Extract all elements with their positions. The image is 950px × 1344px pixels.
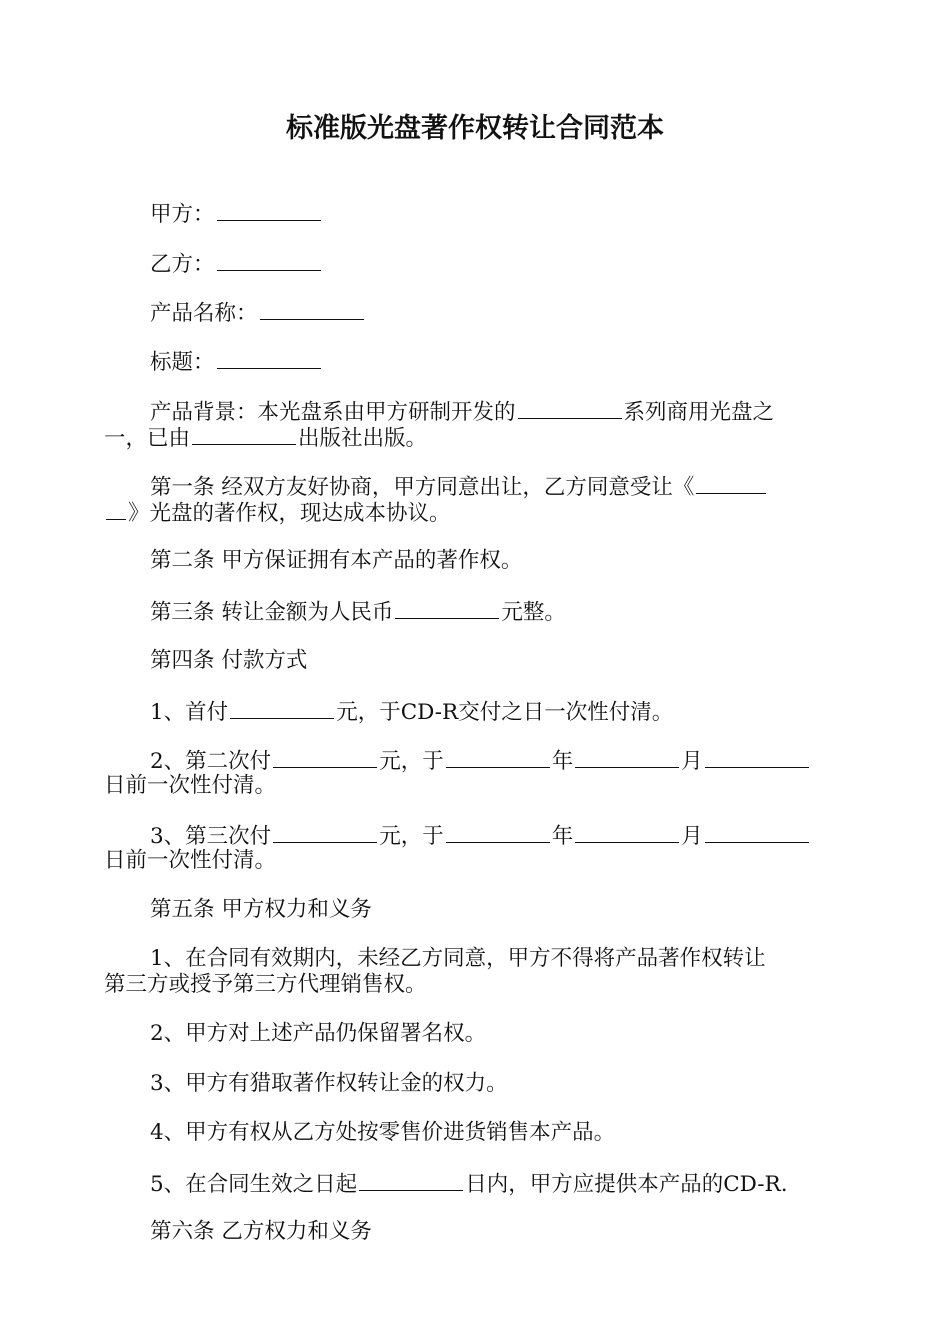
article-5-item-2: 2、甲方对上述产品仍保留署名权。 bbox=[150, 1021, 487, 1046]
payment-3-text-c: 年 bbox=[551, 824, 574, 849]
party-b-blank[interactable] bbox=[217, 250, 321, 271]
publisher-blank[interactable] bbox=[192, 424, 296, 445]
disc-title-blank-a[interactable] bbox=[696, 473, 766, 494]
amount-blank[interactable] bbox=[395, 598, 499, 619]
payment-2-amount-blank[interactable] bbox=[273, 747, 377, 768]
product-name-label: 产品名称： bbox=[150, 301, 258, 326]
payment-2-text-b: 元，于 bbox=[379, 749, 444, 774]
party-a-line bbox=[150, 200, 323, 228]
product-name-blank[interactable] bbox=[260, 299, 364, 320]
article-1-text-2: 》光盘的著作权，现达成本协议。 bbox=[128, 501, 451, 526]
article-5-item-5-text-b: 日内，甲方应提供本产品的CD-R. bbox=[465, 1172, 788, 1197]
series-blank[interactable] bbox=[518, 398, 622, 419]
payment-3-text-a: 3、第三次付 bbox=[150, 824, 272, 849]
disc-title-blank-b[interactable] bbox=[106, 499, 126, 520]
article-2: 第二条 甲方保证拥有本产品的著作权。 bbox=[150, 548, 523, 573]
background-text-1a: 产品背景：本光盘系由甲方研制开发的 bbox=[150, 400, 516, 425]
party-a-label: 甲方： bbox=[150, 202, 215, 227]
article-1-line-2 bbox=[104, 499, 451, 527]
document-title: 标准版光盘著作权转让合同范本 bbox=[286, 113, 664, 144]
payment-1-text-a: 1、首付 bbox=[150, 700, 229, 725]
payment-2-line-2: 日前一次性付清。 bbox=[104, 773, 277, 798]
background-text-2a: 一，已由 bbox=[104, 426, 191, 451]
background-line-2 bbox=[104, 424, 427, 452]
payment-3-year-blank[interactable] bbox=[446, 822, 550, 843]
article-5-item-4: 4、甲方有权从乙方处按零售价进货销售本产品。 bbox=[150, 1120, 616, 1145]
subject-line bbox=[150, 348, 323, 376]
article-3-text-b: 元整。 bbox=[501, 600, 566, 625]
party-a-blank[interactable] bbox=[217, 200, 321, 221]
party-b-label: 乙方： bbox=[150, 252, 215, 277]
article-4-heading: 第四条 付款方式 bbox=[150, 648, 308, 673]
background-line-1 bbox=[150, 398, 774, 426]
party-b-line bbox=[150, 250, 323, 278]
days-blank[interactable] bbox=[359, 1170, 463, 1191]
article-3 bbox=[150, 598, 566, 626]
article-5-item-1-line-2: 第三方或授予第三方代理销售权。 bbox=[104, 972, 427, 997]
payment-2-year-blank[interactable] bbox=[446, 747, 550, 768]
subject-blank[interactable] bbox=[217, 348, 321, 369]
product-name-line bbox=[150, 299, 366, 327]
payment-2-text-d: 月 bbox=[681, 749, 703, 774]
background-text-2b: 出版社出版。 bbox=[298, 426, 428, 451]
payment-3-text-b: 元，于 bbox=[379, 824, 444, 849]
payment-3-line-2: 日前一次性付清。 bbox=[104, 848, 277, 873]
payment-1 bbox=[150, 698, 673, 726]
payment-3-line-1 bbox=[150, 822, 811, 850]
payment-1-text-b: 元，于CD-R交付之日一次性付清。 bbox=[336, 700, 674, 725]
payment-3-amount-blank[interactable] bbox=[273, 822, 377, 843]
article-3-text-a: 第三条 转让金额为人民币 bbox=[150, 600, 394, 625]
background-text-1b: 系列商用光盘之 bbox=[623, 400, 775, 425]
payment-3-day-blank[interactable] bbox=[705, 822, 809, 843]
payment-2-line-1 bbox=[150, 747, 811, 775]
payment-2-month-blank[interactable] bbox=[575, 747, 679, 768]
article-5-item-3: 3、甲方有猎取著作权转让金的权力。 bbox=[150, 1071, 508, 1096]
payment-3-month-blank[interactable] bbox=[575, 822, 679, 843]
payment-3-text-d: 月 bbox=[681, 824, 703, 849]
article-5-item-1-line-1: 1、在合同有效期内，未经乙方同意，甲方不得将产品著作权转让 bbox=[150, 946, 766, 971]
payment-2-text-c: 年 bbox=[551, 749, 574, 774]
payment-2-day-blank[interactable] bbox=[705, 747, 809, 768]
article-5-heading: 第五条 甲方权力和义务 bbox=[150, 897, 372, 922]
article-5-item-5-text-a: 5、在合同生效之日起 bbox=[150, 1172, 358, 1197]
payment-1-amount-blank[interactable] bbox=[230, 698, 334, 719]
article-1-line-1 bbox=[150, 473, 768, 501]
subject-label: 标题： bbox=[150, 350, 215, 375]
article-5-item-5 bbox=[150, 1170, 788, 1198]
payment-2-text-a: 2、第二次付 bbox=[150, 749, 272, 774]
article-6-heading: 第六条 乙方权力和义务 bbox=[150, 1219, 372, 1244]
article-1-text-1: 第一条 经双方友好协商，甲方同意出让，乙方同意受让《 bbox=[150, 475, 695, 500]
